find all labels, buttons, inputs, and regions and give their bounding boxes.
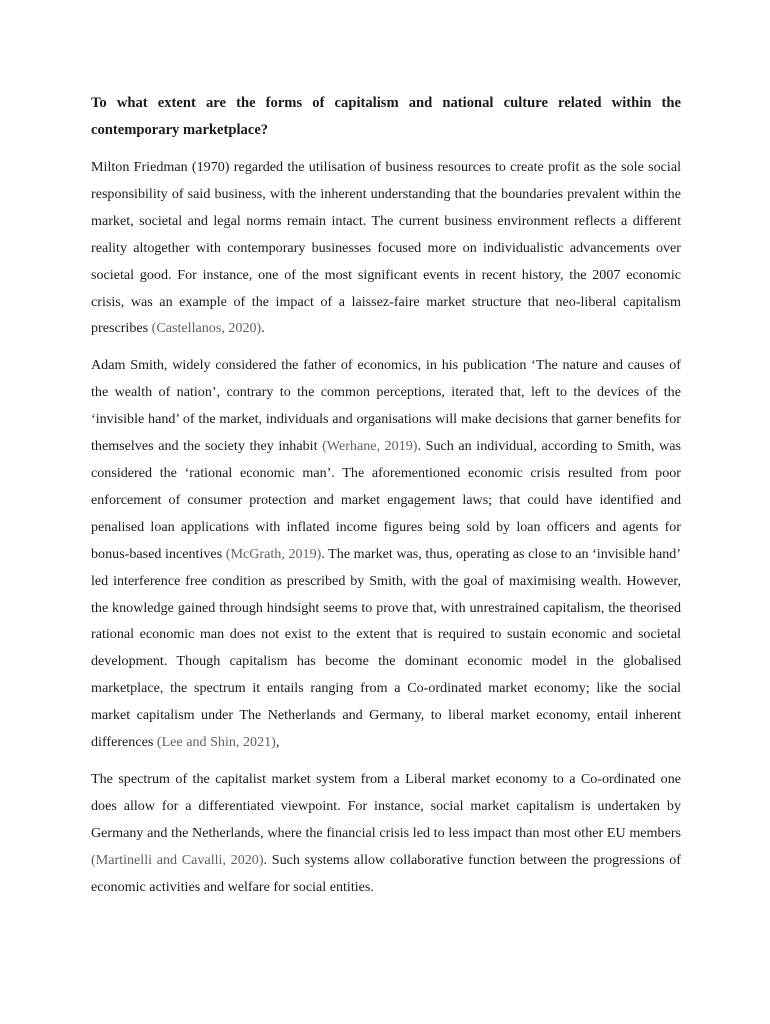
paragraph-text: . The market was, thus, operating as close to an ‘invisible hand’ led interference free condition as prescribed by Smith, with the goal of maximising wealth. However, the knowledge gained through hindsight seems to prove that, with unrestrained capitalism, the theorised rational economic man does not exist to the extent that is required to sustain economic and societal development. Though capitalism has become the dominant economic model in the globalised marketplace, the spectrum it entails ranging from a Co-ordinated market economy; like the social market capitalism under The Netherlands and Germany, to liberal market economy, entail inherent differences [91, 545, 681, 751]
citation-martinelli-cavalli: (Martinelli and Cavalli, 2020) [91, 851, 264, 868]
essay-question-heading: To what extent are the forms of capitalism and national culture related within the contemporary marketplace? [91, 95, 681, 138]
citation-lee-shin: (Lee and Shin, 2021) [156, 734, 276, 751]
paragraph-text: . [261, 320, 265, 337]
citation-mcgrath: (McGrath, 2019) [225, 545, 322, 562]
paragraph-text: Adam Smith, widely considered the father of economics, in his publication ‘The nature and causes of the wealth of nation’, contrary to the common perceptions, iterated that, left to the devices of the ‘invisible hand’ of the market, individuals and organisations will make decisions that garner benefits for themselves and the society they inhabit [91, 357, 681, 455]
paragraph-friedman [91, 154, 681, 342]
citation-castellanos: (Castellanos, 2020) [151, 320, 262, 337]
citation-werhane: (Werhane, 2019) [322, 438, 418, 455]
paragraph-adam-smith [91, 352, 681, 756]
document-page [91, 90, 681, 910]
paragraph-text: . Such systems allow collaborative function between the progressions of economic activities and welfare for social entities. [91, 851, 681, 895]
paragraph-text: Milton Friedman (1970) regarded the utilisation of business resources to create profit as the sole social responsibility of said business, with the inherent understanding that the boundaries prevalent within the market, societal and legal norms remain intact. The current business environment reflects a different reality altogether with contemporary businesses focused more on individualistic advancements over societal good. For instance, one of the most significant events in recent history, the 2007 economic crisis, was an example of the impact of a laissez-faire market structure that neo-liberal capitalism prescribes [91, 159, 681, 337]
paragraph-text: The spectrum of the capitalist market system from a Liberal market economy to a Co-ordinated one does allow for a differentiated viewpoint. For instance, social market capitalism is undertaken by Germany and the Netherlands, where the financial crisis led to less impact than most other EU members [91, 770, 681, 841]
paragraph-text: . Such an individual, according to Smith, was considered the ‘rational economic man’. The aforementioned economic crisis resulted from poor enforcement of consumer protection and market engagement laws; that could have identified and penalised loan applications with inflated income figures being sold by loan officers and agents for bonus-based incentives [91, 438, 681, 562]
paragraph-spectrum [91, 766, 681, 901]
paragraph-text: , [275, 734, 280, 751]
